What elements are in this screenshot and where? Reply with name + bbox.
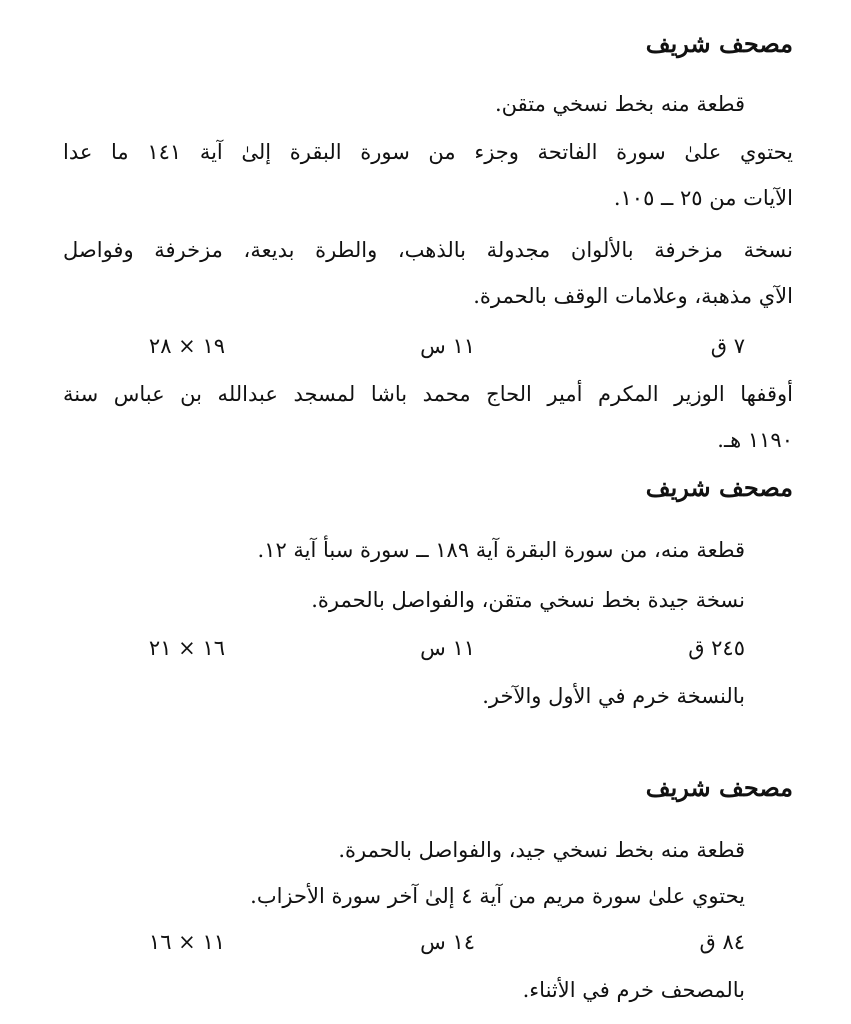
entry-1-heading: مصحف شريف [645,29,793,58]
entry-2-note-line: بالنسخة خرم في الأول والآخر. [482,684,745,708]
page-dimensions: ١٦ × ٢١ [148,636,225,660]
folio-count: ٢٤٥ ق [688,636,745,660]
page-dimensions: ١٩ × ٢٨ [148,334,225,358]
entry-3-heading: مصحف شريف [645,773,793,802]
entry-3-stats-row [63,932,793,956]
folio-count: ٨٤ ق [699,930,745,954]
entry-1-description-line: يحتوي علىٰ سورة الفاتحة وجزء من سورة البقرة إلىٰ آية ١٤١ ما عدا [63,140,793,164]
entry-3-description-line: قطعة منه بخط نسخي جيد، والفواصل بالحمرة. [338,838,745,862]
page-dimensions: ١١ × ١٦ [148,930,225,954]
entry-1-description-line: قطعة منه بخط نسخي متقن. [494,92,745,116]
entry-2-description-line: نسخة جيدة بخط نسخي متقن، والفواصل بالحمرة. [311,588,745,612]
entry-1-description-line: الآيات من ٢٥ ــ ١٠٥. [613,186,793,210]
entry-1-note-line: ١١٩٠ هـ. [717,428,793,452]
entry-1-stats-row [63,336,793,360]
entry-1-description-line: نسخة مزخرفة بالألوان مجدولة بالذهب، والطرة بديعة، مزخرفة وفواصل [63,238,793,262]
entry-2-stats-row [63,638,793,662]
entry-2-description-line: قطعة منه، من سورة البقرة آية ١٨٩ ــ سورة سبأ آية ١٢. [257,538,745,562]
entry-1-note-line: أوقفها الوزير المكرم أمير الحاج محمد باشا لمسجد عبدالله بن عباس سنة [63,382,793,406]
folio-count: ٧ ق [710,334,745,358]
entry-3-description-line: يحتوي علىٰ سورة مريم من آية ٤ إلىٰ آخر سورة الأحزاب. [250,884,745,908]
entry-1-description-line: الآي مذهبة، وعلامات الوقف بالحمرة. [473,284,793,308]
entry-3-note-line: بالمصحف خرم في الأثناء. [522,978,745,1002]
lines-per-page: ١١ س [420,334,475,358]
entry-2-heading: مصحف شريف [645,473,793,502]
lines-per-page: ١٤ س [420,930,475,954]
lines-per-page: ١١ س [420,636,475,660]
